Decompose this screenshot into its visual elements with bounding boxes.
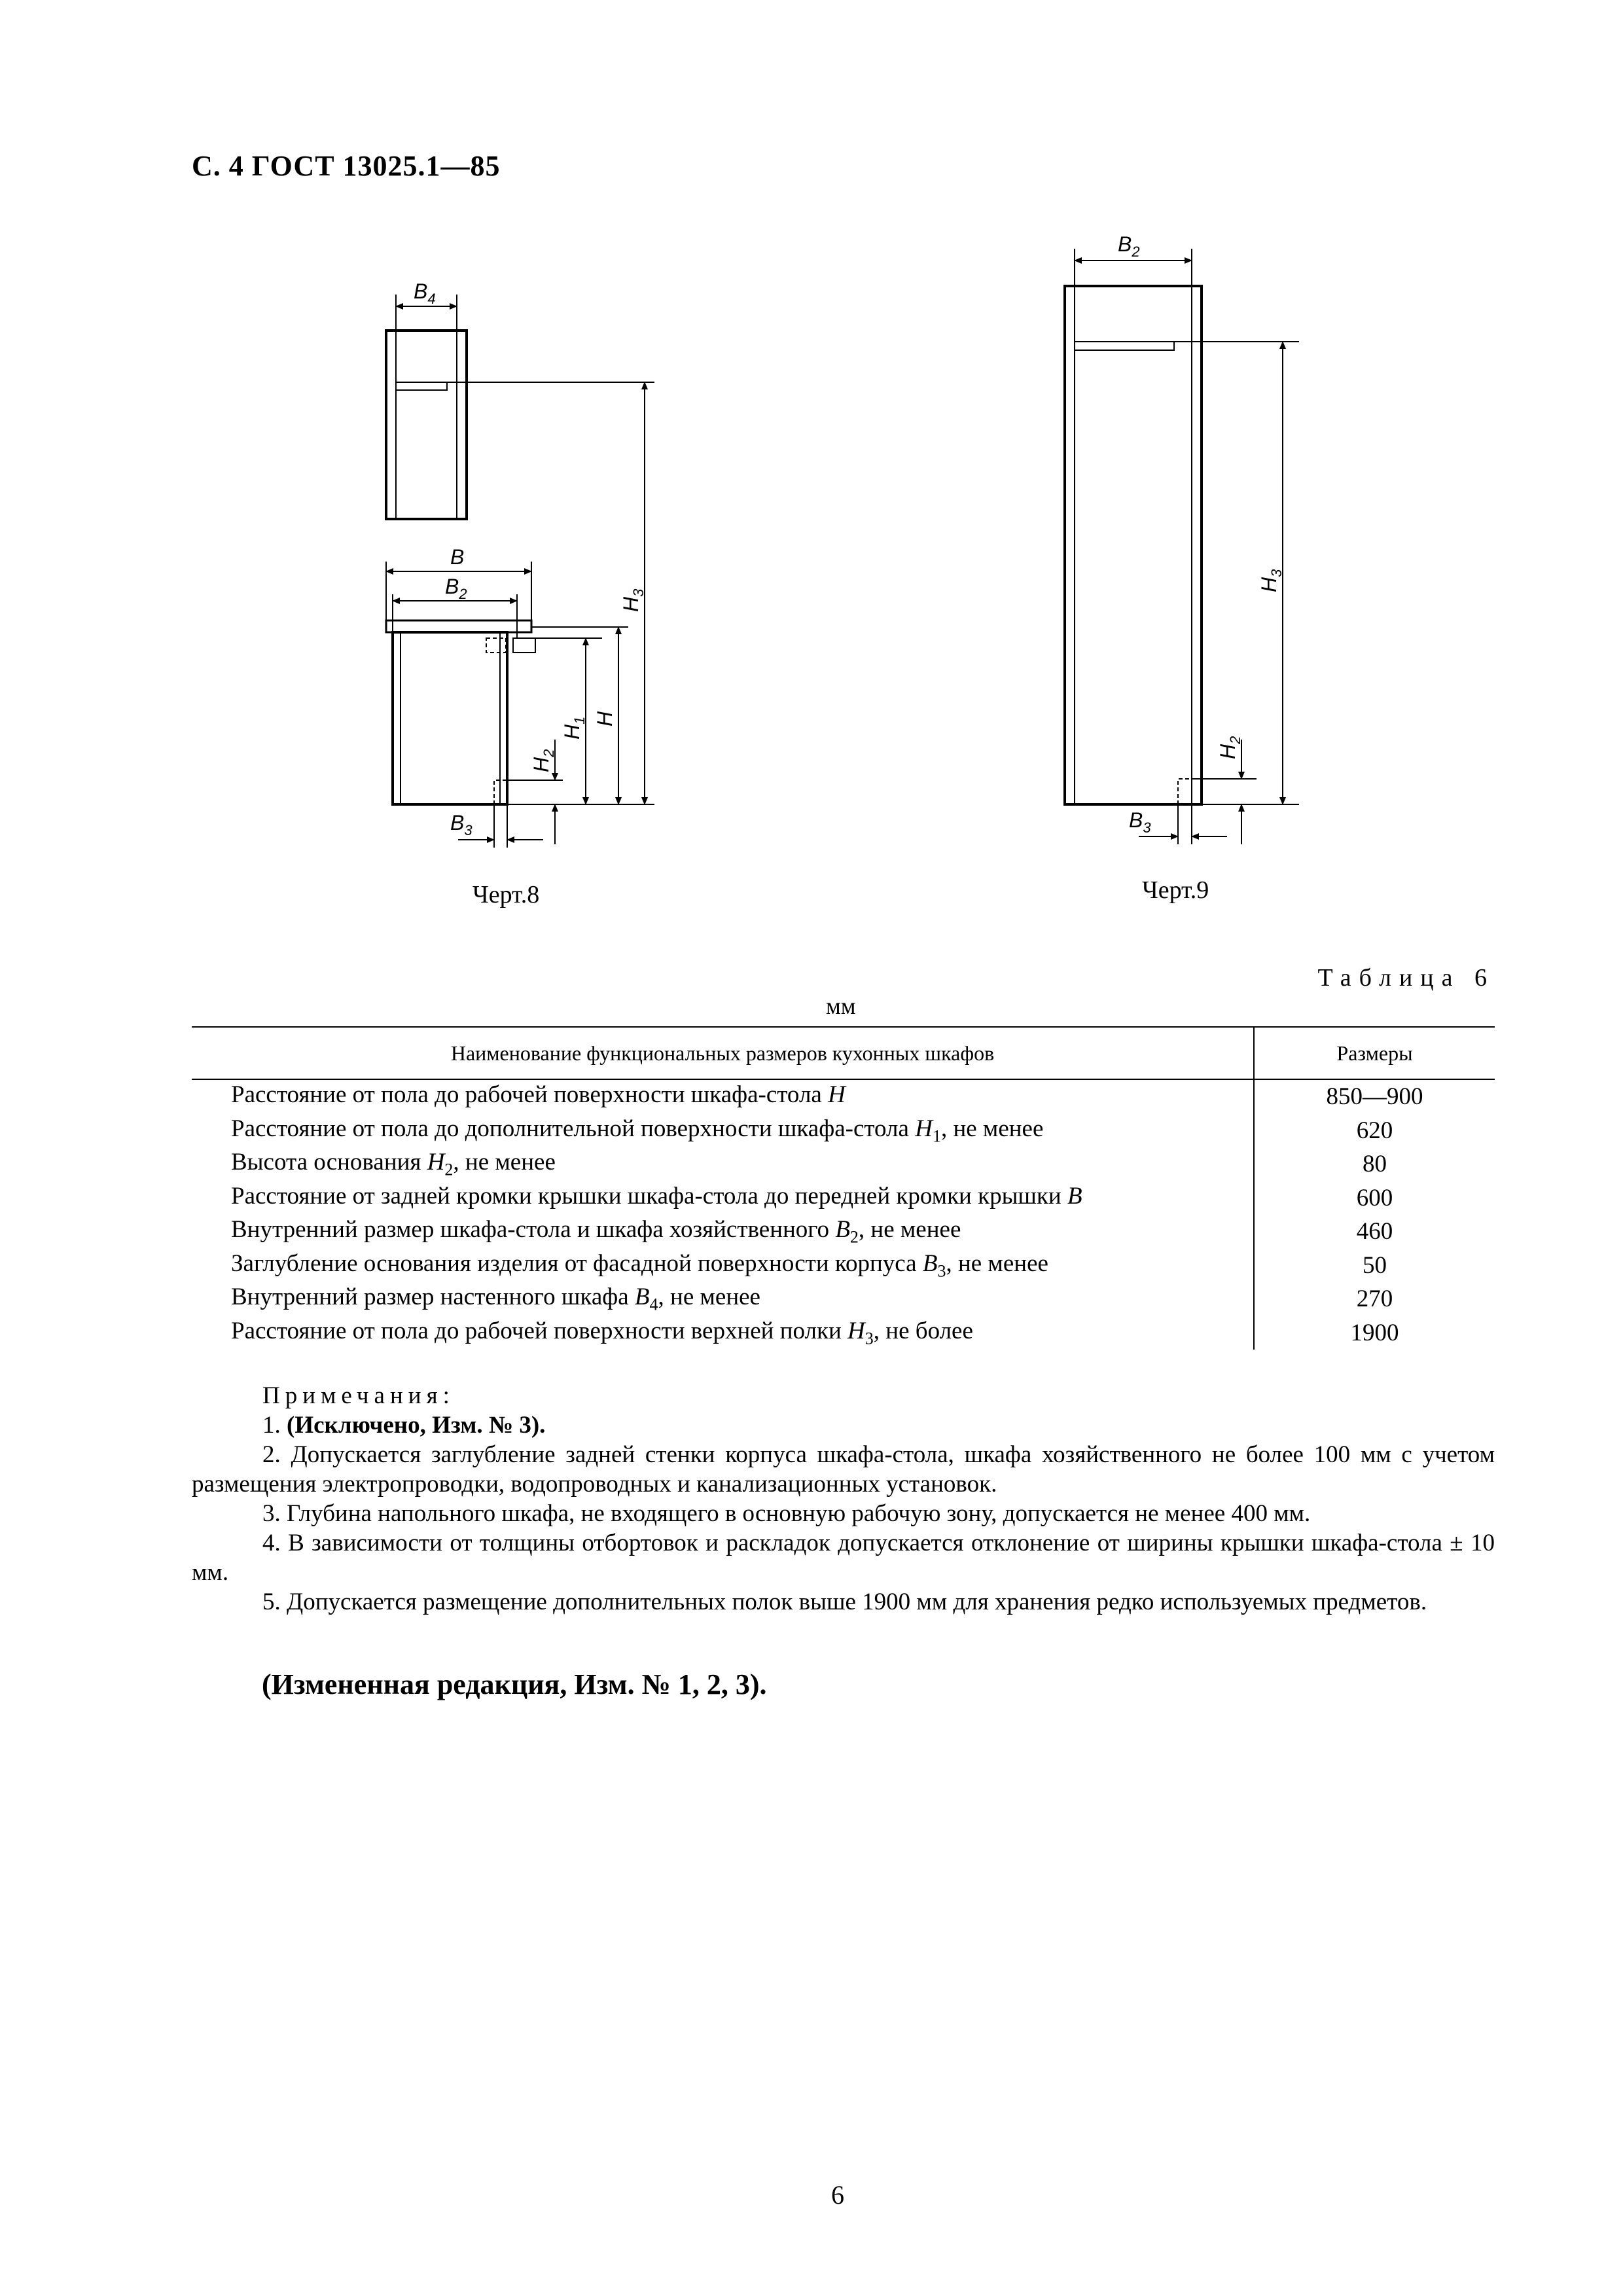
row-name: Расстояние от пола до рабочей поверхности верхней полки $H_3$, не более bbox=[192, 1316, 1254, 1350]
page-header: С. 4 ГОСТ 13025.1—85 bbox=[192, 150, 501, 182]
row-value: 620 bbox=[1356, 1117, 1393, 1144]
figure-9-drawing bbox=[1065, 249, 1299, 844]
page-number: 6 bbox=[831, 2180, 844, 2210]
note-1: 1. (Исключено, Изм. № 3). bbox=[262, 1412, 546, 1439]
table-unit: мм bbox=[826, 993, 856, 1019]
table-row bbox=[192, 1181, 1495, 1215]
row-value: 1900 bbox=[1350, 1319, 1399, 1346]
label-h1: $H_1$ bbox=[560, 716, 588, 740]
note-3: 3. Глубина напольного шкафа, не входящего в основную рабочую зону, допускается не менее 400 мм. bbox=[262, 1500, 1311, 1527]
table-row bbox=[192, 1282, 1495, 1316]
drawings bbox=[0, 0, 1623, 949]
figure-8-drawing bbox=[386, 295, 654, 848]
row-value: 80 bbox=[1363, 1151, 1387, 1178]
row-name: Высота основания $H_2$, не менее bbox=[192, 1147, 1254, 1181]
table-row bbox=[192, 1215, 1495, 1249]
note-4: 4. В зависимости от толщины отбортовок и раскладок допускается отклонение от ширины крышки шкафа-стола ± 10 мм. bbox=[192, 1530, 1495, 1586]
row-name: Заглубление основания изделия от фасадной поверхности корпуса $B_3$, не менее bbox=[192, 1249, 1254, 1283]
figure-8-caption: Черт.8 bbox=[473, 881, 540, 908]
label-h2-fig9: $H_2$ bbox=[1216, 736, 1243, 759]
amendment-note: (Измененная редакция, Изм. № 1, 2, 3). bbox=[262, 1668, 767, 1700]
row-value: 270 bbox=[1356, 1285, 1393, 1313]
notes bbox=[192, 1381, 1495, 1617]
table-caption: Таблица 6 bbox=[1317, 964, 1495, 992]
row-value: 600 bbox=[1356, 1184, 1393, 1211]
row-value: 50 bbox=[1363, 1251, 1387, 1279]
label-b: B bbox=[450, 545, 465, 569]
label-h3-fig9: $H_3$ bbox=[1257, 569, 1285, 592]
table-row bbox=[192, 1249, 1495, 1283]
label-h: H bbox=[593, 711, 616, 726]
row-name: Расстояние от пола до дополнительной поверхности шкафа-стола $H_1$, не менее bbox=[192, 1114, 1254, 1148]
label-h3: $H_3$ bbox=[619, 588, 647, 612]
label-b4: $B_4$ bbox=[414, 279, 436, 307]
label-b2: $B_2$ bbox=[445, 575, 467, 602]
table-row bbox=[192, 1079, 1495, 1114]
table-row bbox=[192, 1316, 1495, 1350]
label-b3: $B_3$ bbox=[450, 811, 473, 838]
row-name: Расстояние от задней кромки крышки шкафа-стола до передней кромки крышки B bbox=[192, 1181, 1254, 1215]
label-b3-fig9: $B_3$ bbox=[1129, 808, 1151, 836]
row-name: Расстояние от пола до рабочей поверхности шкафа-стола H bbox=[192, 1079, 1254, 1114]
row-name: Внутренний размер шкафа-стола и шкафа хозяйственного $B_2$, не менее bbox=[192, 1215, 1254, 1249]
row-value: 850—900 bbox=[1326, 1083, 1423, 1111]
dimensions-table bbox=[192, 1026, 1495, 1350]
table-row bbox=[192, 1114, 1495, 1148]
notes-title: Примечания: bbox=[262, 1382, 455, 1409]
label-h2: $H_2$ bbox=[529, 749, 557, 772]
row-value: 460 bbox=[1356, 1218, 1393, 1246]
note-2: 2. Допускается заглубление задней стенки корпуса шкафа-стола, шкафа хозяйственного не более 100 мм с учетом размещения электропроводки, водопроводных и канализационных установок. bbox=[192, 1441, 1495, 1498]
label-b2-fig9: $B_2$ bbox=[1118, 232, 1140, 260]
row-name: Внутренний размер настенного шкафа $B_4$, не менее bbox=[192, 1282, 1254, 1316]
note-5: 5. Допускается размещение дополнительных полок выше 1900 мм для хранения редко используемых предметов. bbox=[262, 1588, 1427, 1615]
column-header-name: Наименование функциональных размеров кухонных шкафов bbox=[192, 1027, 1254, 1079]
table-row bbox=[192, 1147, 1495, 1181]
figure-9-caption: Черт.9 bbox=[1142, 876, 1209, 904]
column-header-size: Размеры bbox=[1254, 1027, 1495, 1079]
